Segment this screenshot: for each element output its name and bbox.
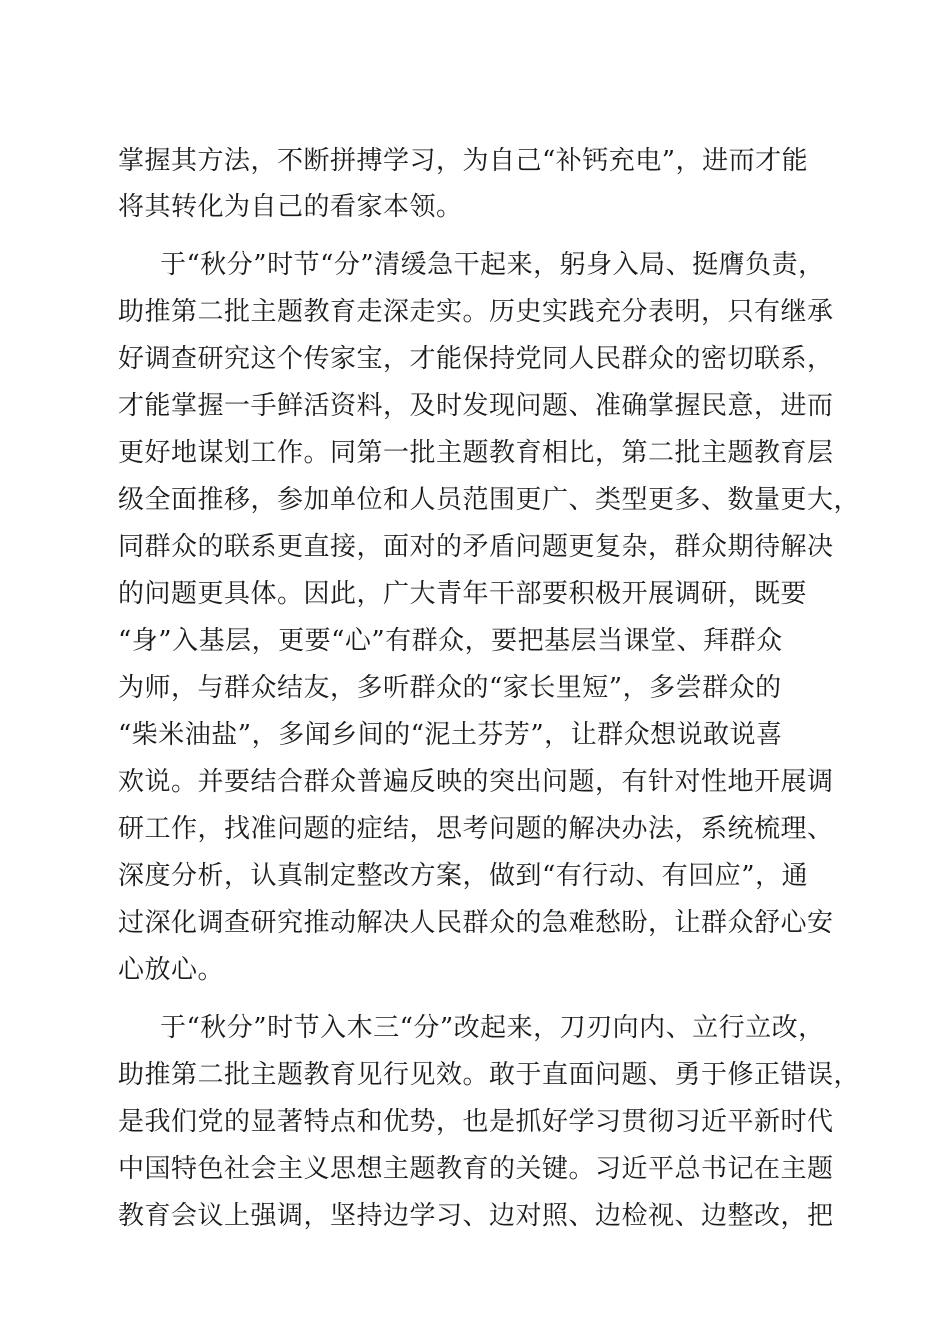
text-line: 为师，与群众结友，多听群众的“家长里短”，多尝群众的: [118, 673, 782, 703]
text-line: 是我们党的显著特点和优势，也是抓好学习贯彻习近平新时代: [118, 1107, 834, 1137]
paragraph-start-line: 于“秋分”时节入木三“分”改起来，刀刃向内、立行立改，: [160, 1013, 825, 1043]
text-line: 中国特色社会主义思想主题教育的关键。习近平总书记在主题: [118, 1154, 834, 1184]
text-line: 助推第二批主题教育见行见效。敢于直面问题、勇于修正错误，: [118, 1060, 861, 1090]
text-line: 更好地谋划工作。同第一批主题教育相比，第二批主题教育层: [118, 438, 834, 468]
text-line: 才能掌握一手鲜活资料，及时发现问题、准确掌握民意，进而: [118, 391, 834, 421]
paragraph-start-line: 于“秋分”时节“分”清缓急干起来，躬身入局、挺膺负责，: [160, 250, 825, 280]
text-line: 掌握其方法，不断拼搏学习，为自己“补钙充电”，进而才能: [118, 146, 809, 176]
text-line: 级全面推移，参加单位和人员范围更广、类型更多、数量更大，: [118, 485, 861, 515]
text-line: 过深化调查研究推动解决人民群众的急难愁盼，让群众舒心安: [118, 908, 834, 938]
text-line: 的问题更具体。因此，广大青年干部要积极开展调研，既要: [118, 579, 808, 609]
text-line: 研工作，找准问题的症结，思考问题的解决办法，系统梳理、: [118, 814, 834, 844]
text-line: “柴米油盐”，多闻乡间的“泥土芬芳”，让群众想说敢说喜: [118, 720, 783, 750]
text-line: “身”入基层，更要“心”有群众，要把基层当课堂、拜群众: [118, 626, 783, 656]
text-line: 深度分析，认真制定整改方案，做到“有行动、有回应”，通: [118, 861, 809, 891]
text-line: 好调查研究这个传家宝，才能保持党同人民群众的密切联系，: [118, 344, 834, 374]
text-line: 心放心。: [118, 955, 225, 985]
text-line: 教育会议上强调，坚持边学习、边对照、边检视、边整改，把: [118, 1201, 834, 1231]
text-line: 同群众的联系更直接，面对的矛盾问题更复杂，群众期待解决: [118, 532, 834, 562]
text-line: 将其转化为自己的看家本领。: [118, 192, 463, 222]
text-line: 助推第二批主题教育走深走实。历史实践充分表明，只有继承: [118, 297, 834, 327]
text-line: 欢说。并要结合群众普遍反映的突出问题，有针对性地开展调: [118, 767, 834, 797]
